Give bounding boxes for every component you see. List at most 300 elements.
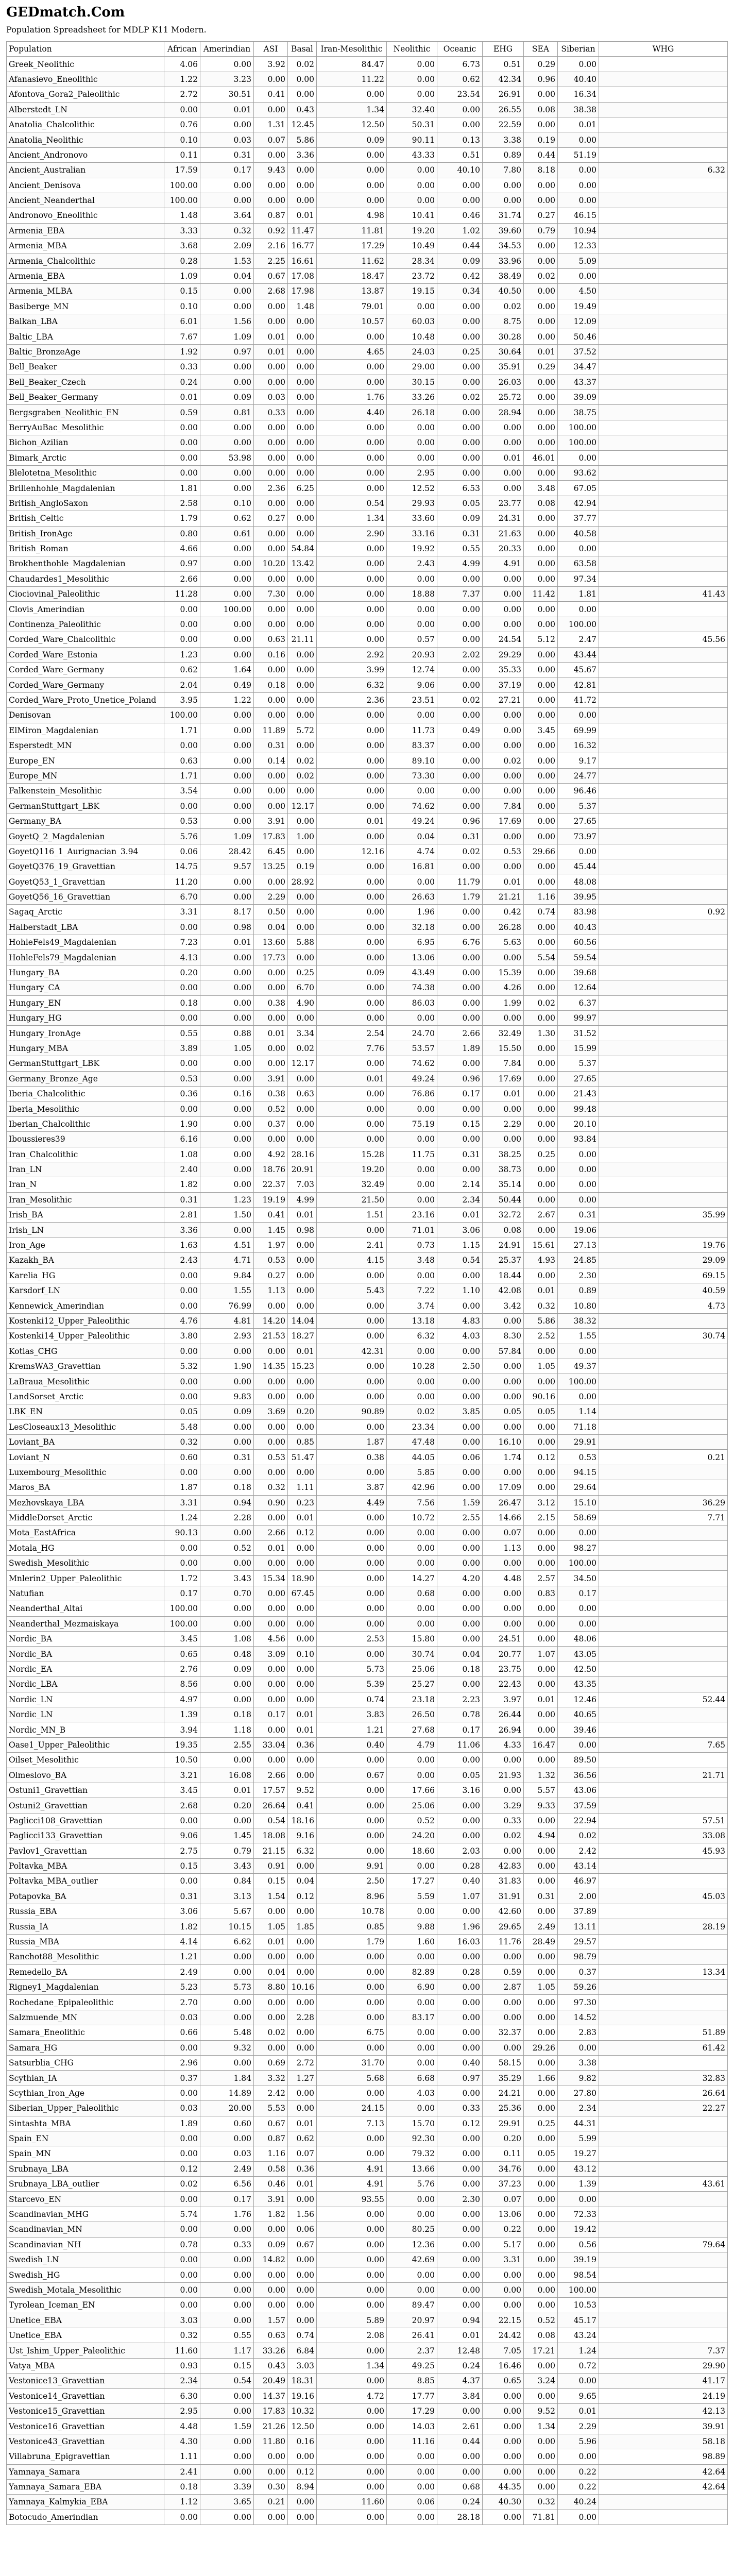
value-cell: 0.00 — [254, 147, 288, 162]
value-cell: 1.60 — [387, 1934, 437, 1949]
table-row — [7, 2388, 728, 2403]
value-cell: 0.00 — [164, 738, 200, 753]
value-cell: 0.01 — [483, 450, 524, 465]
value-cell: 0.00 — [200, 193, 254, 208]
value-cell: 0.00 — [254, 980, 288, 995]
value-cell: 0.00 — [483, 2267, 524, 2282]
value-cell: 0.00 — [524, 314, 558, 329]
value-cell: 0.07 — [288, 2146, 317, 2161]
value-cell: 0.00 — [437, 1132, 483, 1147]
value-cell: 1.02 — [437, 223, 483, 238]
value-cell: 3.74 — [387, 1298, 437, 1313]
table-row — [7, 511, 728, 526]
value-cell: 18.60 — [387, 1843, 437, 1858]
population-name-cell: Hungary_EN — [7, 995, 164, 1010]
value-cell: 86.03 — [387, 995, 437, 1010]
value-cell: 0.74 — [524, 905, 558, 920]
value-cell: 0.12 — [164, 2161, 200, 2176]
value-cell: 0.00 — [288, 2025, 317, 2040]
value-cell: 0.67 — [254, 2116, 288, 2131]
value-cell: 37.23 — [483, 2177, 524, 2192]
value-cell: 3.43 — [200, 1858, 254, 1873]
population-name-cell: GermanStuttgart_LBK — [7, 799, 164, 814]
value-cell: 0.02 — [483, 299, 524, 314]
value-cell: 0.22 — [558, 2464, 599, 2479]
value-cell: 0.02 — [288, 768, 317, 783]
value-cell: 3.48 — [524, 481, 558, 496]
value-cell: 0.02 — [164, 2177, 200, 2192]
value-cell: 0.00 — [317, 738, 387, 753]
value-cell: 0.91 — [254, 1858, 288, 1873]
value-cell: 0.24 — [437, 2495, 483, 2510]
value-cell: 0.05 — [164, 1404, 200, 1419]
population-name-cell: Swedish_HG — [7, 2267, 164, 2282]
value-cell: 9.17 — [558, 753, 599, 768]
value-cell: 0.96 — [437, 814, 483, 828]
value-cell: 25.36 — [483, 2101, 524, 2116]
value-cell: 3.45 — [524, 723, 558, 738]
table-row — [7, 1692, 728, 1707]
value-cell: 18.08 — [254, 1828, 288, 1843]
value-cell: 0.01 — [288, 208, 317, 223]
table-row — [7, 344, 728, 359]
value-cell: 1.90 — [164, 1116, 200, 1131]
value-cell: 0.00 — [288, 844, 317, 859]
value-cell: 0.04 — [387, 829, 437, 844]
value-cell: 0.00 — [524, 329, 558, 344]
value-cell: 0.31 — [164, 1192, 200, 1207]
value-cell — [599, 1101, 728, 1116]
table-row — [7, 147, 728, 162]
value-cell: 0.00 — [200, 1753, 254, 1768]
value-cell: 8.85 — [387, 2374, 437, 2388]
value-cell: 11.62 — [317, 253, 387, 268]
table-row — [7, 1389, 728, 1404]
value-cell — [599, 2146, 728, 2161]
value-cell: 3.65 — [200, 2495, 254, 2510]
value-cell: 0.00 — [317, 1813, 387, 1828]
value-cell — [599, 723, 728, 738]
value-cell: 0.00 — [288, 1632, 317, 1647]
value-cell: 0.00 — [254, 663, 288, 677]
value-cell — [599, 314, 728, 329]
population-name-cell: Olmeslovo_BA — [7, 1768, 164, 1783]
value-cell: 0.00 — [200, 420, 254, 435]
value-cell: 0.00 — [200, 1056, 254, 1071]
value-cell: 26.41 — [387, 2328, 437, 2343]
value-cell — [599, 950, 728, 965]
population-name-cell: Clovis_Amerindian — [7, 602, 164, 617]
value-cell: 0.00 — [254, 2298, 288, 2313]
value-cell: 0.01 — [254, 344, 288, 359]
value-cell: 0.01 — [317, 814, 387, 828]
value-cell — [599, 1707, 728, 1722]
value-cell: 0.00 — [200, 360, 254, 375]
value-cell: 0.00 — [387, 2464, 437, 2479]
value-cell: 7.65 — [599, 1737, 728, 1752]
value-cell: 0.00 — [317, 87, 387, 102]
value-cell: 0.00 — [254, 2282, 288, 2297]
value-cell: 0.00 — [387, 1389, 437, 1404]
value-cell: 0.00 — [524, 920, 558, 935]
value-cell: 0.00 — [317, 2298, 387, 2313]
value-cell: 0.00 — [483, 738, 524, 753]
value-cell: 0.00 — [437, 1904, 483, 1919]
value-cell: 84.47 — [317, 57, 387, 72]
value-cell: 1.82 — [164, 1919, 200, 1934]
value-cell: 0.00 — [200, 1147, 254, 1162]
value-cell: 0.69 — [254, 2055, 288, 2070]
table-row — [7, 163, 728, 178]
value-cell: 100.00 — [558, 1556, 599, 1571]
value-cell: 83.17 — [387, 2010, 437, 2025]
value-cell: 2.81 — [164, 1208, 200, 1223]
value-cell: 1.99 — [483, 995, 524, 1010]
value-cell: 43.61 — [599, 2177, 728, 2192]
value-cell: 2.02 — [437, 647, 483, 662]
value-cell: 0.00 — [164, 1556, 200, 1571]
value-cell: 0.17 — [254, 1707, 288, 1722]
value-cell: 0.00 — [387, 193, 437, 208]
value-cell: 13.42 — [288, 556, 317, 571]
population-name-cell: Iran_Mesolithic — [7, 1192, 164, 1207]
value-cell: 9.83 — [200, 1389, 254, 1404]
value-cell: 0.00 — [524, 738, 558, 753]
value-cell: 0.29 — [524, 57, 558, 72]
value-cell: 0.00 — [483, 2449, 524, 2464]
value-cell: 0.00 — [437, 950, 483, 965]
value-cell: 47.48 — [387, 1434, 437, 1449]
value-cell: 4.49 — [317, 1495, 387, 1510]
value-cell: 16.47 — [524, 1737, 558, 1752]
table-row — [7, 2010, 728, 2025]
value-cell: 0.00 — [387, 1858, 437, 1873]
value-cell: 0.62 — [437, 72, 483, 87]
value-cell: 28.34 — [387, 253, 437, 268]
value-cell: 5.39 — [317, 1677, 387, 1692]
value-cell: 6.01 — [164, 314, 200, 329]
value-cell: 0.00 — [254, 2010, 288, 2025]
value-cell — [599, 859, 728, 874]
value-cell: 4.56 — [254, 1632, 288, 1647]
value-cell: 0.00 — [317, 450, 387, 465]
value-cell: 0.00 — [437, 1526, 483, 1540]
table-row — [7, 859, 728, 874]
value-cell: 0.46 — [254, 2177, 288, 2192]
population-name-cell: Brillenhohle_Magdalenian — [7, 481, 164, 496]
population-name-cell: KremsWA3_Gravettian — [7, 1359, 164, 1374]
site-title[interactable]: GEDmatch.Com — [6, 5, 125, 20]
value-cell: 7.13 — [317, 2116, 387, 2131]
value-cell: 34.47 — [558, 360, 599, 375]
value-cell: 39.60 — [483, 223, 524, 238]
value-cell: 14.03 — [387, 2419, 437, 2434]
value-cell: 0.00 — [437, 1162, 483, 1177]
value-cell — [599, 799, 728, 814]
value-cell: 10.50 — [164, 1753, 200, 1768]
value-cell: 0.00 — [254, 2222, 288, 2237]
value-cell: 0.00 — [288, 496, 317, 511]
value-cell: 4.91 — [317, 2161, 387, 2176]
value-cell: 19.20 — [387, 223, 437, 238]
value-cell: 1.07 — [524, 1647, 558, 1662]
value-cell: 0.00 — [288, 738, 317, 753]
value-cell: 22.59 — [483, 117, 524, 132]
value-cell: 35.91 — [483, 360, 524, 375]
value-cell: 2.43 — [164, 1253, 200, 1268]
population-name-cell: Ranchot88_Mesolithic — [7, 1950, 164, 1964]
value-cell: 5.54 — [524, 950, 558, 965]
table-row — [7, 1995, 728, 2010]
value-cell: 0.00 — [288, 1753, 317, 1768]
value-cell: 22.27 — [599, 2101, 728, 2116]
table-row — [7, 1329, 728, 1344]
value-cell: 26.94 — [483, 1722, 524, 1737]
value-cell: 27.80 — [558, 2086, 599, 2100]
population-name-cell: Bell_Beaker — [7, 360, 164, 375]
value-cell: 21.21 — [483, 889, 524, 904]
value-cell: 0.83 — [524, 1586, 558, 1601]
value-cell: 21.11 — [288, 632, 317, 647]
value-cell: 4.97 — [164, 1692, 200, 1707]
table-row — [7, 1192, 728, 1207]
value-cell: 0.97 — [200, 344, 254, 359]
population-name-cell: Iboussieres39 — [7, 1132, 164, 1147]
value-cell: 0.09 — [254, 2237, 288, 2252]
value-cell: 3.21 — [164, 1768, 200, 1783]
value-cell: 14.89 — [200, 2086, 254, 2100]
value-cell: 0.38 — [254, 1086, 288, 1101]
value-cell: 0.00 — [524, 1964, 558, 1979]
table-row — [7, 1495, 728, 1510]
value-cell: 0.09 — [200, 389, 254, 404]
value-cell: 0.63 — [254, 632, 288, 647]
value-cell: 6.75 — [317, 2025, 387, 2040]
value-cell: 0.00 — [524, 980, 558, 995]
value-cell: 2.92 — [317, 647, 387, 662]
value-cell: 0.01 — [524, 1692, 558, 1707]
value-cell: 31.74 — [483, 208, 524, 223]
value-cell: 0.27 — [524, 208, 558, 223]
value-cell: 0.17 — [200, 163, 254, 178]
population-name-cell: Germany_BA — [7, 814, 164, 828]
value-cell: 4.76 — [164, 1313, 200, 1328]
value-cell: 21.93 — [483, 1768, 524, 1783]
value-cell: 0.00 — [288, 526, 317, 541]
value-cell: 0.00 — [254, 1041, 288, 1056]
population-name-cell: Hungary_MBA — [7, 1041, 164, 1056]
value-cell: 1.76 — [200, 2207, 254, 2222]
value-cell: 0.00 — [524, 1632, 558, 1647]
value-cell: 6.70 — [164, 889, 200, 904]
value-cell: 0.28 — [437, 1964, 483, 1979]
value-cell: 0.30 — [254, 2479, 288, 2494]
value-cell: 6.70 — [288, 980, 317, 995]
value-cell: 0.00 — [524, 87, 558, 102]
value-cell: 0.00 — [387, 617, 437, 632]
value-cell: 6.30 — [164, 2388, 200, 2403]
value-cell — [599, 2510, 728, 2524]
value-cell: 0.00 — [200, 1465, 254, 1480]
value-cell: 24.31 — [483, 511, 524, 526]
value-cell: 17.29 — [387, 2403, 437, 2418]
value-cell: 2.67 — [524, 1208, 558, 1223]
value-cell: 0.00 — [200, 617, 254, 632]
table-row — [7, 435, 728, 450]
value-cell: 0.41 — [254, 1208, 288, 1223]
value-cell: 0.00 — [387, 1616, 437, 1631]
population-name-cell: Corded_Ware_Estonia — [7, 647, 164, 662]
value-cell: 0.00 — [317, 2374, 387, 2388]
population-name-cell: Armenia_MBA — [7, 239, 164, 253]
value-cell: 0.00 — [317, 859, 387, 874]
value-cell: 0.55 — [200, 2328, 254, 2343]
value-cell: 0.44 — [437, 239, 483, 253]
value-cell: 0.00 — [437, 677, 483, 692]
value-cell: 0.00 — [558, 1601, 599, 1616]
value-cell: 1.09 — [200, 329, 254, 344]
table-row — [7, 1540, 728, 1555]
value-cell: 0.00 — [524, 117, 558, 132]
value-cell: 5.99 — [558, 2131, 599, 2146]
value-cell: 0.00 — [524, 768, 558, 783]
value-cell: 44.35 — [483, 2479, 524, 2494]
value-cell: 33.04 — [254, 1737, 288, 1752]
value-cell: 0.00 — [483, 2510, 524, 2524]
table-row — [7, 1086, 728, 1101]
value-cell: 1.17 — [200, 2343, 254, 2358]
value-cell: 2.41 — [317, 1238, 387, 1252]
value-cell: 2.23 — [437, 1692, 483, 1707]
value-cell: 0.00 — [387, 1162, 437, 1177]
value-cell: 0.09 — [317, 965, 387, 980]
table-row — [7, 2207, 728, 2222]
value-cell: 0.00 — [288, 1616, 317, 1631]
value-cell: 0.53 — [164, 1071, 200, 1086]
value-cell: 2.34 — [437, 1192, 483, 1207]
value-cell: 2.28 — [200, 1510, 254, 1525]
value-cell: 24.15 — [317, 2101, 387, 2116]
population-name-cell: LesCloseaux13_Mesolithic — [7, 1419, 164, 1434]
value-cell: 0.62 — [288, 2131, 317, 2146]
value-cell: 35.33 — [483, 663, 524, 677]
value-cell: 19.35 — [164, 1737, 200, 1752]
table-row — [7, 708, 728, 723]
value-cell: 7.30 — [254, 587, 288, 602]
value-cell: 26.91 — [483, 87, 524, 102]
value-cell — [599, 571, 728, 586]
value-cell: 0.00 — [254, 465, 288, 480]
value-cell: 5.48 — [200, 2025, 254, 2040]
value-cell: 98.79 — [558, 1950, 599, 1964]
value-cell: 40.59 — [599, 1283, 728, 1298]
value-cell: 69.99 — [558, 723, 599, 738]
value-cell: 3.12 — [524, 1495, 558, 1510]
value-cell: 17.59 — [164, 163, 200, 178]
population-name-cell: Continenza_Paleolithic — [7, 617, 164, 632]
value-cell: 23.77 — [483, 496, 524, 511]
value-cell: 9.52 — [524, 2403, 558, 2418]
value-cell: 0.00 — [437, 1419, 483, 1434]
value-cell: 11.06 — [437, 1737, 483, 1752]
value-cell: 3.69 — [254, 1404, 288, 1419]
value-cell: 0.00 — [524, 284, 558, 299]
population-name-cell: Denisovan — [7, 708, 164, 723]
value-cell: 0.00 — [437, 102, 483, 117]
value-cell: 10.20 — [254, 556, 288, 571]
value-cell: 0.00 — [317, 829, 387, 844]
value-cell: 4.72 — [317, 2388, 387, 2403]
value-cell: 2.29 — [558, 2419, 599, 2434]
value-cell: 29.29 — [483, 647, 524, 662]
population-name-cell: Spain_EN — [7, 2131, 164, 2146]
value-cell: 1.82 — [164, 1177, 200, 1192]
value-cell: 0.00 — [200, 1132, 254, 1147]
value-cell — [599, 389, 728, 404]
value-cell: 0.00 — [483, 571, 524, 586]
value-cell: 18.88 — [387, 587, 437, 602]
population-name-cell: Falkenstein_Mesolithic — [7, 784, 164, 799]
value-cell: 18.31 — [288, 2374, 317, 2388]
value-cell: 2.75 — [164, 1843, 200, 1858]
value-cell: 100.00 — [164, 708, 200, 723]
value-cell: 0.00 — [437, 360, 483, 375]
value-cell: 2.70 — [164, 1995, 200, 2010]
value-cell: 6.95 — [387, 935, 437, 950]
value-cell: 0.00 — [164, 602, 200, 617]
value-cell: 1.56 — [288, 2207, 317, 2222]
value-cell: 22.37 — [254, 1177, 288, 1192]
value-cell — [599, 2267, 728, 2282]
value-cell: 7.84 — [483, 799, 524, 814]
value-cell: 0.00 — [288, 602, 317, 617]
value-cell: 0.00 — [387, 2192, 437, 2207]
table-row — [7, 1586, 728, 1601]
value-cell: 1.21 — [164, 1950, 200, 1964]
value-cell: 13.87 — [317, 284, 387, 299]
value-cell: 15.99 — [558, 1041, 599, 1056]
value-cell: 0.00 — [317, 360, 387, 375]
value-cell: 49.25 — [387, 2358, 437, 2373]
population-name-cell: Swedish_LN — [7, 2252, 164, 2267]
value-cell: 0.72 — [558, 2358, 599, 2373]
value-cell: 0.00 — [483, 1783, 524, 1798]
value-cell: 5.67 — [200, 1904, 254, 1919]
value-cell: 15.23 — [288, 1359, 317, 1374]
value-cell: 0.00 — [387, 2282, 437, 2297]
value-cell: 0.00 — [387, 2449, 437, 2464]
value-cell: 0.00 — [524, 2222, 558, 2237]
value-cell: 0.00 — [200, 799, 254, 814]
value-cell: 0.10 — [164, 132, 200, 147]
value-cell — [599, 980, 728, 995]
value-cell: 0.02 — [288, 753, 317, 768]
value-cell: 1.34 — [317, 102, 387, 117]
value-cell: 0.00 — [387, 1132, 437, 1147]
value-cell: 0.00 — [317, 632, 387, 647]
table-row — [7, 2267, 728, 2282]
value-cell: 0.00 — [437, 1995, 483, 2010]
value-cell: 0.67 — [288, 2237, 317, 2252]
population-name-cell: Spain_MN — [7, 2146, 164, 2161]
value-cell: 57.51 — [599, 1813, 728, 1828]
value-cell: 0.38 — [254, 995, 288, 1010]
value-cell: 15.34 — [254, 1571, 288, 1586]
value-cell: 17.57 — [254, 1783, 288, 1798]
value-cell — [599, 844, 728, 859]
value-cell: 21.26 — [254, 2419, 288, 2434]
value-cell — [599, 814, 728, 828]
